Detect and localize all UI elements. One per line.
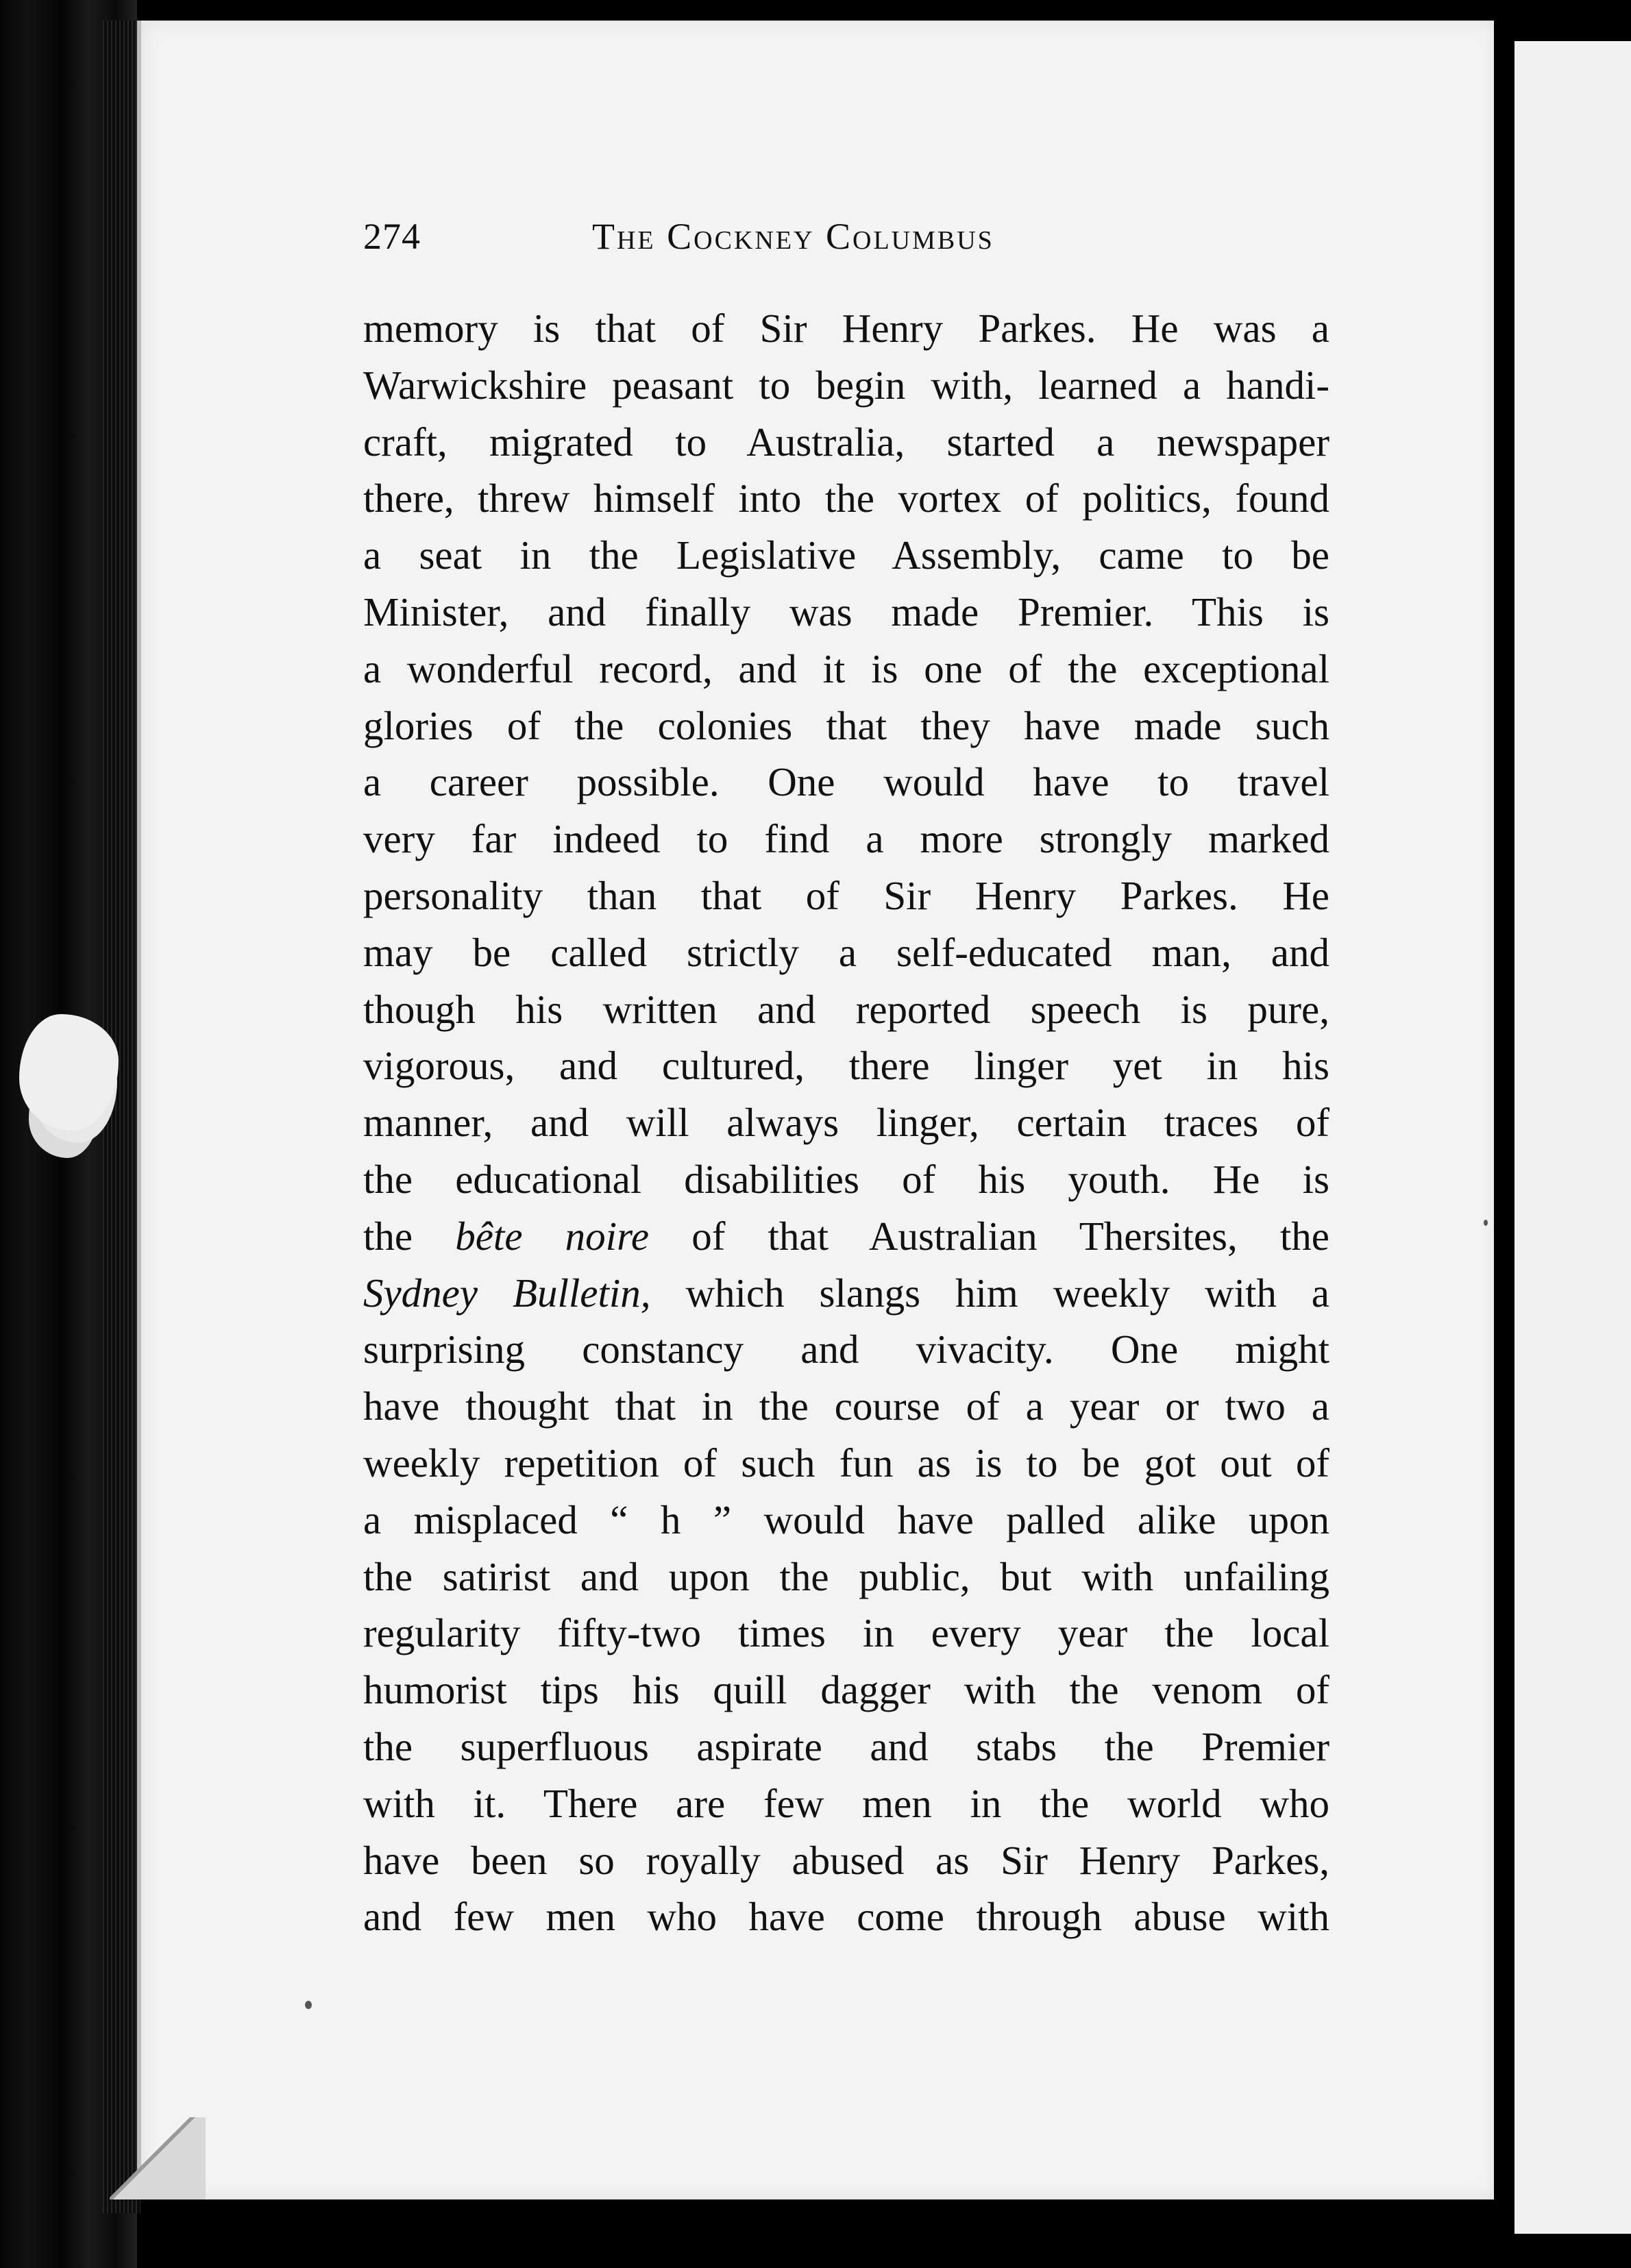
text-line: memory is that of Sir Henry Parkes. He was a <box>363 306 1329 351</box>
text-line: the educational disabilities of his youth. He is <box>363 1156 1329 1202</box>
line-text: the <box>363 1213 456 1259</box>
page-corner-fold <box>110 2117 206 2199</box>
text-line: vigorous, and cultured, there linger yet in his <box>363 1043 1329 1089</box>
text-line: a career possible. One would have to travel <box>363 759 1329 805</box>
text-line: Minister, and finally was made Premier. This is <box>363 589 1329 634</box>
text-line-with-italic <box>363 1265 1329 1322</box>
text-line: and few men who have come through abuse with <box>363 1894 1329 1940</box>
text-line: regularity fifty-two times in every year the local <box>363 1610 1329 1656</box>
text-line: have been so royally abused as Sir Henry Parkes, <box>363 1837 1329 1883</box>
italic-phrase: bête noire <box>455 1213 650 1259</box>
text-line: there, threw himself into the vortex of politics, found <box>363 476 1329 521</box>
text-line: though his written and reported speech is pure, <box>363 986 1329 1032</box>
page-number: 274 <box>363 216 421 257</box>
facing-page-edge <box>1514 41 1631 2234</box>
line-text: which slangs him weekly with a <box>650 1270 1329 1316</box>
ink-speck <box>1484 1220 1488 1226</box>
text-line: craft, migrated to Australia, started a newspaper <box>363 419 1329 465</box>
text-line: have thought that in the course of a year or two a <box>363 1383 1329 1429</box>
running-header <box>363 209 1336 264</box>
text-line: may be called strictly a self-educated man, and <box>363 929 1329 975</box>
line-text: of that Australian Thersites, the <box>649 1213 1329 1259</box>
text-line: a wonderful record, and it is one of the exceptional <box>363 645 1329 691</box>
text-line: Warwickshire peasant to begin with, learned a handi- <box>363 362 1329 408</box>
text-line: a misplaced “ h ” would have palled alike upon <box>363 1496 1329 1542</box>
page-edges <box>103 21 140 2213</box>
text-line: personality than that of Sir Henry Parkes. He <box>363 872 1329 918</box>
text-line: the superfluous aspirate and stabs the Premier <box>363 1723 1329 1769</box>
text-line-with-italic <box>363 1208 1329 1265</box>
text-line: surprising constancy and vivacity. One might <box>363 1327 1329 1372</box>
italic-phrase: Sydney Bulletin, <box>363 1270 651 1316</box>
text-line: the satirist and upon the public, but with unfailing <box>363 1553 1329 1599</box>
body-text <box>363 300 1329 1945</box>
running-title: The Cockney Columbus <box>592 216 994 257</box>
text-line: a seat in the Legislative Assembly, came to be <box>363 532 1329 578</box>
text-line: humorist tips his quill dagger with the venom of <box>363 1667 1329 1713</box>
text-line: glories of the colonies that they have made such <box>363 702 1329 748</box>
text-line: with it. There are few men in the world who <box>363 1780 1329 1826</box>
ink-speck <box>305 2001 312 2009</box>
text-line: manner, and will always linger, certain traces of <box>363 1100 1329 1146</box>
text-line: weekly repetition of such fun as is to be got out of <box>363 1440 1329 1486</box>
text-line: very far indeed to find a more strongly marked <box>363 816 1329 862</box>
page-gutter <box>1494 21 1514 2241</box>
